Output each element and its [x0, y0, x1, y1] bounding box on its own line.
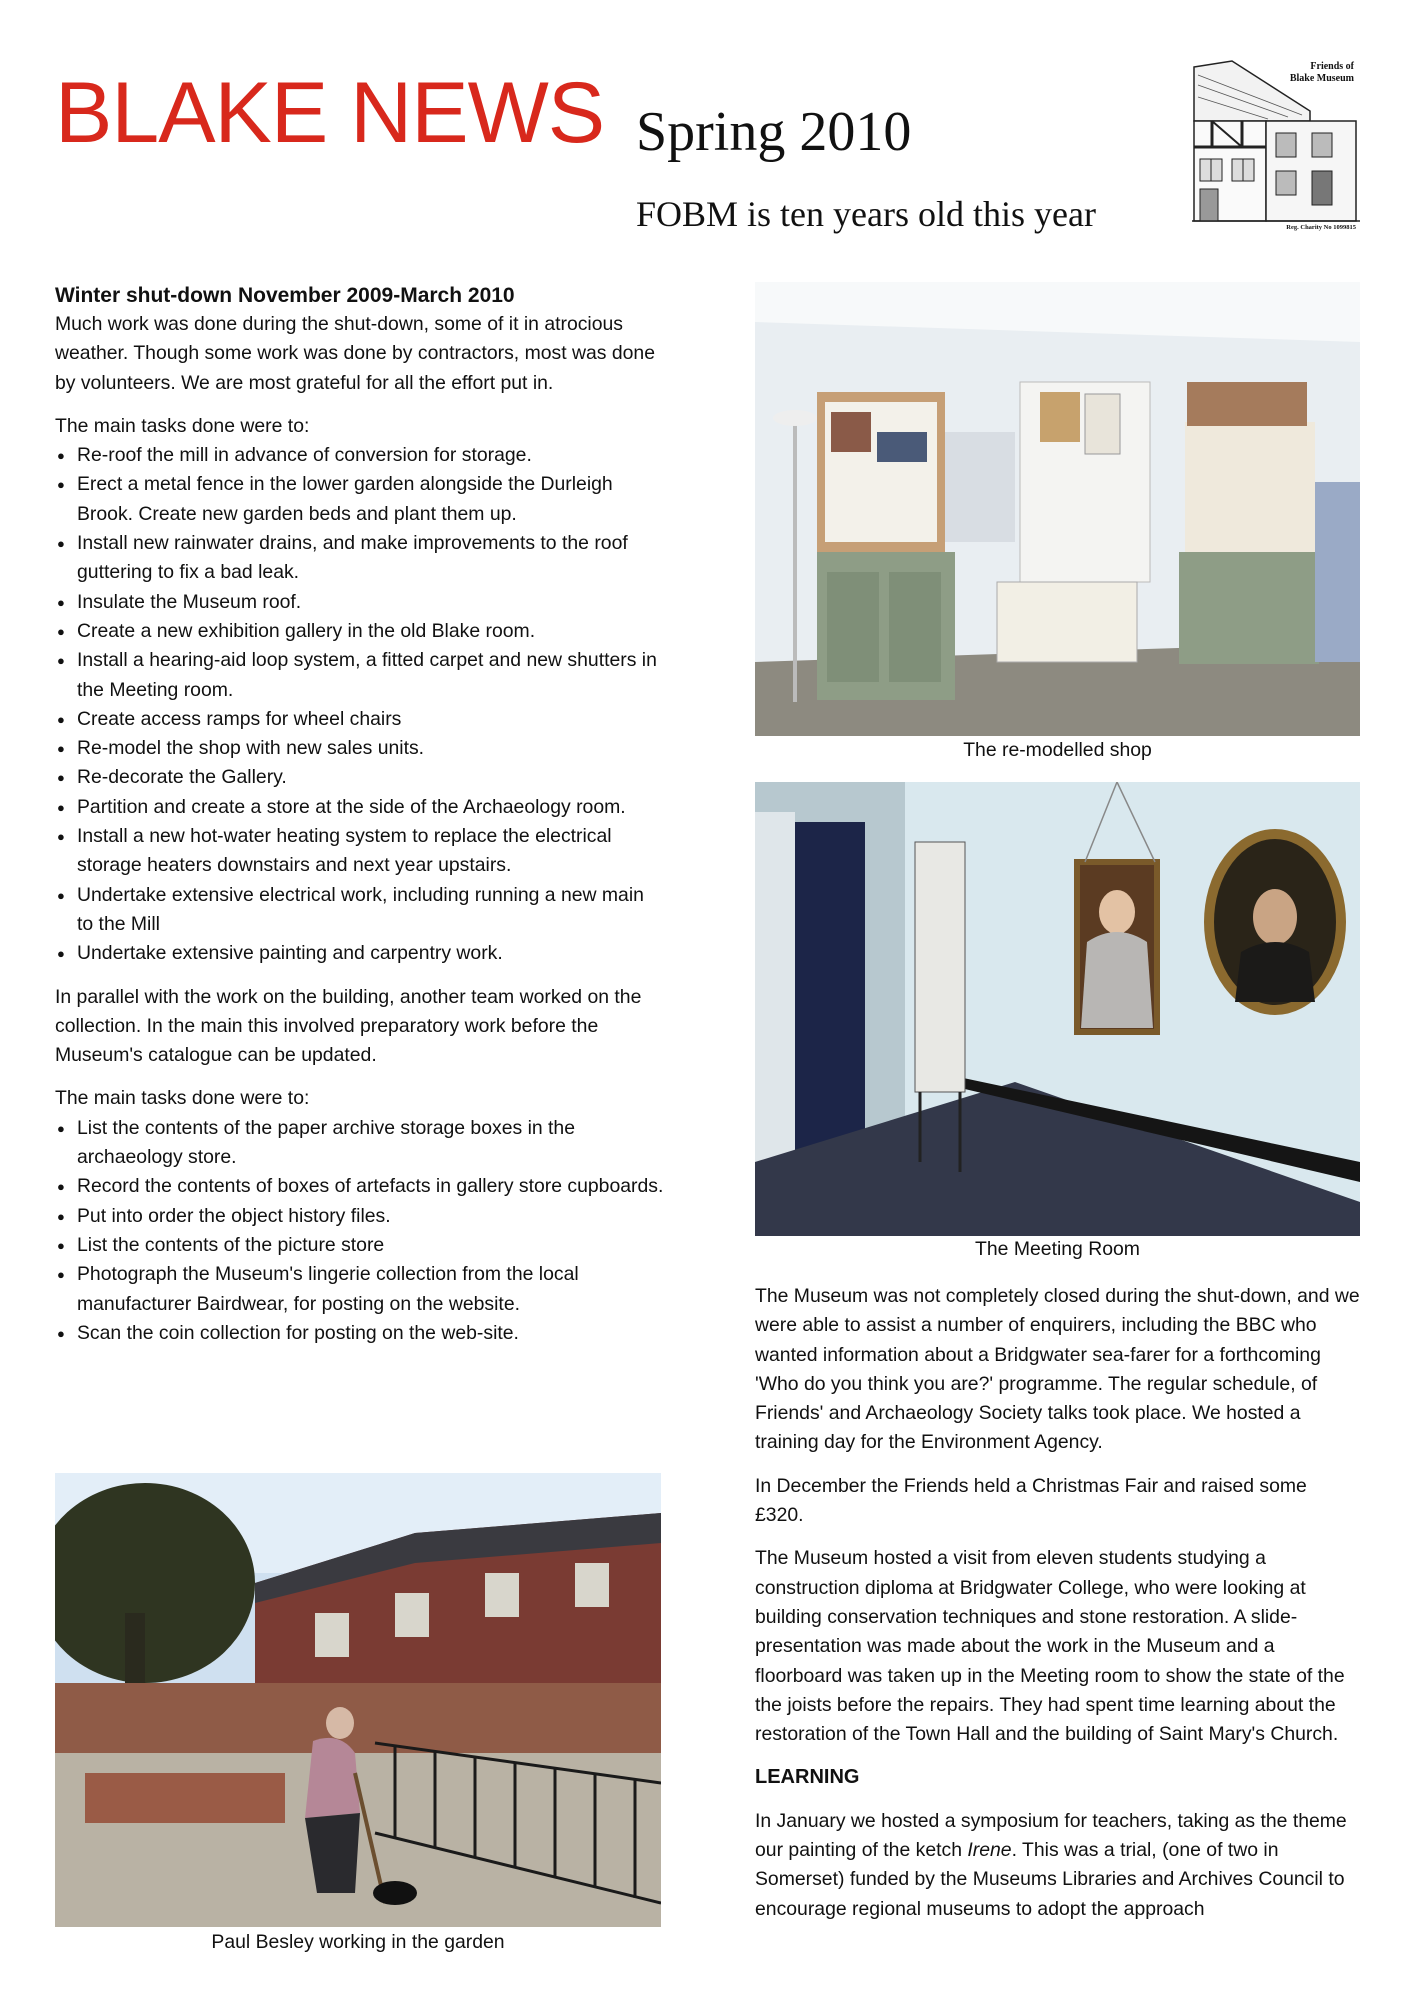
tasks-intro-2: The main tasks done were to:	[55, 1087, 310, 1110]
logo-line-1: Friends of	[1310, 61, 1354, 72]
list-item: ● Undertake extensive painting and carpentry work.	[55, 939, 665, 968]
charity-number: Reg. Charity No 1099815	[1286, 224, 1356, 231]
meeting-room-caption: The Meeting Room	[975, 1238, 1140, 1260]
garden-photo	[55, 1473, 661, 1927]
tagline: FOBM is ten years old this year	[636, 194, 1096, 234]
list-item: ● Install a new hot-water heating system to replace the electrical storage heaters downstairs and next year upstairs.	[55, 822, 665, 881]
newsletter-title: BLAKE NEWS	[55, 65, 605, 161]
right-column	[755, 1282, 1360, 1938]
list-item: ● Partition and create a store at the side of the Archaeology room.	[55, 793, 665, 822]
christmas-fair-paragraph: In December the Friends held a Christmas Fair and raised some £320.	[755, 1474, 1307, 1527]
learning-heading: LEARNING	[755, 1766, 860, 1789]
list-item: ● Photograph the Museum's lingerie collection from the local manufacturer Bairdwear, for posting on the website.	[55, 1260, 665, 1319]
ketch-name: Irene	[967, 1839, 1012, 1862]
tasks-intro-1: The main tasks done were to:	[55, 414, 310, 437]
list-item: ● Install a hearing-aid loop system, a fitted carpet and new shutters in the Meeting room.	[55, 646, 665, 705]
list-item: ● Create a new exhibition gallery in the old Blake room.	[55, 617, 665, 646]
shop-caption: The re-modelled shop	[963, 739, 1152, 761]
building-tasks-list	[55, 441, 665, 968]
intro-paragraph: Much work was done during the shut-down, some of it in atrocious weather. Though some work was done by contractors, most was done by volunteers. We are most grateful for all the effort put in.	[55, 313, 655, 394]
list-item: ● Re-model the shop with new sales units.	[55, 734, 665, 763]
meeting-room-photo	[755, 782, 1360, 1236]
list-item: ● Erect a metal fence in the lower garden alongside the Durleigh Brook. Create new garden beds and plant them up.	[55, 470, 665, 529]
list-item: ● Re-decorate the Gallery.	[55, 763, 665, 792]
shop-photo	[755, 282, 1360, 736]
logo-caption	[1290, 61, 1354, 85]
learning-text-a: In January we hosted a symposium for teachers, taking as the theme our painting of the ketch	[755, 1809, 1347, 1862]
list-item: ● List the contents of the picture store	[55, 1231, 665, 1260]
list-item: ● List the contents of the paper archive storage boxes in the archaeology store.	[55, 1114, 665, 1173]
learning-text-b: . This was a trial, (one of two in Somerset) funded by the Museums Libraries and Archives Council to encourage regional museums to adopt the approach	[755, 1839, 1345, 1920]
list-item: ● Record the contents of boxes of artefacts in gallery store cupboards.	[55, 1172, 665, 1201]
learning-paragraph	[755, 1807, 1360, 1924]
list-item: ● Insulate the Museum roof.	[55, 588, 665, 617]
list-item: ● Create access ramps for wheel chairs	[55, 705, 665, 734]
students-paragraph: The Museum hosted a visit from eleven students studying a construction diploma at Bridgwater College, who were looking at building conservation techniques and stone restoration. A slide-presentation was made about the work in the Museum and a floorboard was taken up in the Meeting room to show the state of the the joists before the repairs. They had spent time learning about the restoration of the Town Hall and the building of Saint Mary's Church.	[755, 1547, 1345, 1746]
issue-date: Spring 2010	[636, 101, 912, 163]
list-item: ● Scan the coin collection for posting on the web-site.	[55, 1319, 665, 1348]
logo-line-2: Blake Museum	[1289, 73, 1354, 84]
list-item: ● Install new rainwater drains, and make improvements to the roof guttering to fix a bad leak.	[55, 529, 665, 588]
friends-logo	[1192, 55, 1360, 233]
left-column	[55, 282, 665, 1362]
collection-tasks-list	[55, 1114, 665, 1348]
list-item: ● Undertake extensive electrical work, including running a new main to the Mill	[55, 881, 665, 940]
article-heading: Winter shut-down November 2009-March 2010	[55, 284, 515, 307]
garden-caption: Paul Besley working in the garden	[211, 1931, 505, 1953]
list-item: ● Put into order the object history files.	[55, 1202, 665, 1231]
enquirers-paragraph: The Museum was not completely closed during the shut-down, and we were able to assist a number of enquirers, including the BBC who wanted information about a Bridgwater sea-farer for a forthcoming 'Who do you think you are?' programme. The regular schedule, of Friends' and Archaeology Society talks took place. We hosted a training day for the Environment Agency.	[755, 1285, 1360, 1454]
collection-paragraph: In parallel with the work on the building, another team worked on the collection. In the main this involved preparatory work before the Museum's catalogue can be updated.	[55, 985, 642, 1067]
list-item: ● Re-roof the mill in advance of conversion for storage.	[55, 441, 665, 470]
